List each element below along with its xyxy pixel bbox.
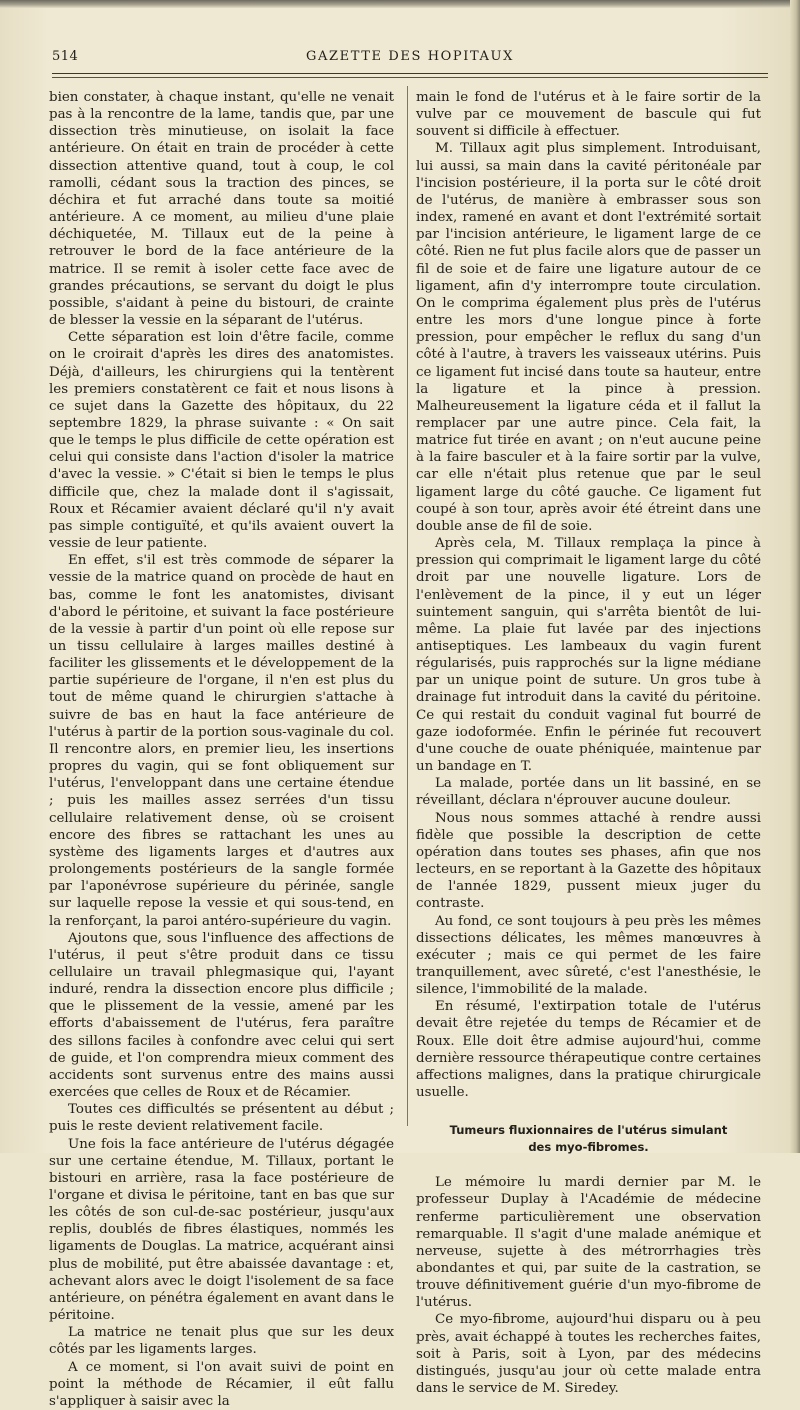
paragraph: Au fond, ce sont toujours à peu près les mêmes dissections délicates, les mêmes manœuvres à exécuter ; mais ce qui permet de les faire tranquillement, avec sûreté, c'est l'anesthésie, le silence, l'immobilité de la malade. <box>416 913 761 998</box>
paragraph: main le fond de l'utérus et à le faire sortir de la vulve par ce mouvement de bascule qui fut souvent si difficile à effectuer. <box>416 90 761 140</box>
section-heading-line: Tumeurs fluxionnaires de l'utérus simulant <box>449 1123 728 1138</box>
paragraph: Le mémoire lu mardi dernier par M. le professeur Duplay à l'Académie de médecine renferme particulièrement une observation remarquable. Il s'agit d'une malade anémique et nerveuse, sujette à des métrorrhagies très abondantes et qui, par suite de la castration, se trouve définitivement guérie d'un myo-fibrome de l'utérus. <box>416 1175 761 1311</box>
paragraph: La malade, portée dans un lit bassiné, en se réveillant, déclara n'éprouver aucune douleur. <box>416 776 761 809</box>
paragraph: La matrice ne tenait plus que sur les deux côtés par les ligaments larges. <box>49 1325 394 1358</box>
header-rule-thick <box>52 73 768 74</box>
journal-title: GAZETTE DES HOPITAUX <box>306 49 514 64</box>
paragraph: Nous nous sommes attaché à rendre aussi fidèle que possible la description de cette opération dans toutes ses phases, afin que nos lecteurs, en se reportant à la Gazette des hôpitaux de l'année 1829, pussent mieux juger du contraste. <box>416 810 761 912</box>
paragraph: M. Tillaux agit plus simplement. Introduisant, lui aussi, sa main dans la cavité péritonéale par l'incision postérieure, il la porta sur le côté droit de l'utérus, de manière à embrasser sous son index, ramené en avant et dont l'extrémité sortait par l'incision antérieure, le ligament large de ce côté. Rien ne fut plus facile alors que de passer un fil de soie et de faire une ligature autour de ce ligament, afin d'y interrompre toute circulation. On le comprima également plus près de l'utérus entre les mors d'une longue pince à forte pression, pour empêcher le reflux du sang d'un côté à l'autre, à travers les vaisseaux utérins. Puis ce ligament fut incisé dans toute sa hauteur, entre la ligature et la pince à pression. Malheureusement la ligature céda et il fallut la remplacer par une autre pince. Cela fait, la matrice fut tirée en avant ; on n'eut aucune peine à la faire basculer et à la faire sortir par la vulve, car elle n'était plus retenue que par le seul ligament large du côté gauche. Ce ligament fut coupé à son tour, après avoir été étreint dans une double anse de fil de soie. <box>416 141 761 534</box>
paragraph: Cette séparation est loin d'être facile, comme on le croirait d'après les dires des anatomistes. Déjà, d'ailleurs, les chirurgiens qui la tentèrent les premiers constatèrent ce fait et nous lisons à ce sujet dans la Gazette des hôpitaux, du 22 septembre 1829, la phrase suivante : « On sait que le temps le plus difficile de cette opération est celui qui consiste dans l'action d'isoler la matrice d'avec la vessie. » C'était si bien le temps le plus difficile que, chez la malade dont il s'agissait, Roux et Récamier avaient déclaré qu'il n'y avait pas simple contiguïté, et qu'ils avaient ouvert la vessie de leur patiente. <box>49 330 394 552</box>
page-binding-edge <box>790 0 800 1153</box>
paragraph: En effet, s'il est très commode de séparer la vessie de la matrice quand on procède de haut en bas, comme le font les anatomistes, divisant d'abord le péritoine, et suivant la face postérieure de la vessie à partir d'un point où elle repose sur un tissu cellulaire à larges mailles destiné à faciliter les glissements et le développement de la partie supérieure de l'organe, il n'en est plus du tout de même quand le chirurgien s'attache à suivre de bas en haut la face antérieure de l'utérus à partir de la portion sous-vaginale du col. Il rencontre alors, en premier lieu, les insertions propres du vagin, qui se font obliquement sur l'utérus, l'enveloppant dans une certaine étendue ; puis les mailles assez serrées d'un tissu cellulaire relativement dense, où se croisent encore des fibres se rattachant les unes au système des ligaments larges et d'autres aux prolongements postérieurs de la sangle formée par l'aponévrose supérieure du périnée, sangle sur laquelle repose la vessie et qui sous-tend, en la renforçant, la paroi antéro-supérieure du vagin. <box>49 553 394 929</box>
paragraph: Ce myo-fibrome, aujourd'hui disparu ou à peu près, avait échappé à toutes les recherches faites, soit à Paris, soit à Lyon, par des médecins distingués, jusqu'au jour où cette malade entra dans le service de M. Siredey. <box>416 1312 761 1397</box>
section-heading-line: des myo-fibromes. <box>528 1140 649 1155</box>
paragraph: Après cela, M. Tillaux remplaça la pince à pression qui comprimait le ligament large du côté droit par une nouvelle ligature. Lors de l'enlèvement de la pince, il y eut un léger suintement sanguin, qui s'arrêta bientôt de lui-même. La plaie fut lavée par des injections antiseptiques. Les lambeaux du vagin furent régularisés, puis rapprochés sur la ligne médiane par un unique point de suture. Un gros tube à drainage fut introduit dans la cavité du péritoine. Ce qui restait du conduit vaginal fut bourré de gaze iodoformée. Enfin le périnée fut recouvert d'une couche de ouate phéniquée, maintenue par un bandage en T. <box>416 536 761 775</box>
paragraph: Toutes ces difficultés se présentent au début ; puis le reste devient relativement facile. <box>49 1102 394 1135</box>
page-top-shadow <box>0 0 800 8</box>
paragraph: A ce moment, si l'on avait suivi de point en point la méthode de Récamier, il eût fallu s'appliquer à saisir avec la <box>49 1359 394 1409</box>
page-header <box>52 49 768 69</box>
paragraph: Ajoutons que, sous l'influence des affections de l'utérus, il peut s'être produit dans ce tissu cellulaire un travail phlegmasique qui, l'ayant induré, rendra la dissection encore plus difficile ; que le plissement de la vessie, amené par les efforts d'abaissement de l'utérus, fera paraître des sillons faciles à confondre avec celui qui sert de guide, et l'on comprendra mieux comment des accidents sont survenus entre des mains aussi exercées que celles de Roux et de Récamier. <box>49 930 394 1101</box>
header-rule-thin <box>52 77 768 78</box>
page-number: 514 <box>52 49 79 64</box>
column-divider <box>407 86 408 1126</box>
section-heading <box>416 1122 761 1156</box>
paragraph: En résumé, l'extirpation totale de l'utérus devait être rejetée du temps de Récamier et de Roux. Elle doit être admise aujourd'hui, comme dernière ressource thérapeutique contre certaines affections malignes, dans la pratique chirurgicale usuelle. <box>416 999 761 1101</box>
paragraph: Une fois la face antérieure de l'utérus dégagée sur une certaine étendue, M. Tillaux, portant le bistouri en arrière, rasa la face postérieure de l'organe et divisa le péritoine, tant en bas que sur les côtés de son cul-de-sac postérieur, jusqu'aux replis, doublés de fibres élastiques, nommés les ligaments de Douglas. La matrice, acquérant ainsi plus de mobilité, put être abaissée davantage : et, achevant alors avec le doigt l'isolement de sa face antérieure, on pénétra également en avant dans le péritoine. <box>49 1136 394 1324</box>
right-column <box>416 89 761 1397</box>
paragraph: bien constater, à chaque instant, qu'elle ne venait pas à la rencontre de la lame, tandis que, par une dissection très minutieuse, on isolait la face antérieure. On était en train de procéder à cette dissection attentive quand, tout à coup, le col ramolli, cédant sous la traction des pinces, se déchira et fut arraché dans toute sa moitié antérieure. A ce moment, au milieu d'une plaie déchiquetée, M. Tillaux eut de la peine à retrouver le bord de la face antérieure de la matrice. Il se remit à isoler cette face avec de grandes précautions, se servant du doigt le plus possible, s'aidant à peine du bistouri, de crainte de blesser la vessie en la séparant de l'utérus. <box>49 90 394 329</box>
left-column <box>49 89 394 1410</box>
